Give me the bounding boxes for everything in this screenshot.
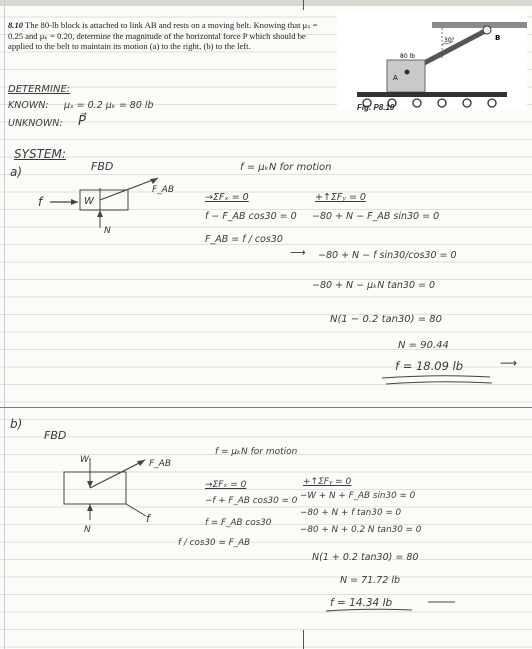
a-n-result: N = 90.44 — [398, 340, 449, 351]
b-eq-y4: N(1 + 0.2 tan30) = 80 — [312, 552, 419, 563]
b-eq-x2: f = F_AB cos30 — [205, 518, 272, 528]
a-arrow-step: ⟶ — [290, 246, 306, 259]
fbd-b-label: FBD — [44, 429, 67, 442]
fbd-b-n: N — [84, 525, 91, 535]
a-sum-fx: →ΣFₓ = 0 — [205, 192, 249, 203]
angle-label: 30° — [444, 37, 455, 44]
figure-p8-10 — [337, 10, 527, 110]
ceiling-support — [432, 22, 527, 28]
margin-line — [4, 0, 5, 649]
a-eq-x: f − F_AB cos30 = 0 — [205, 211, 297, 222]
b-result-underline — [320, 590, 470, 614]
top-guide-line — [303, 0, 304, 10]
bottom-guide-line — [303, 630, 304, 649]
known-label: KNOWN: — [8, 100, 49, 111]
a-sum-fy: +↑ΣFᵧ = 0 — [315, 192, 366, 203]
figure-caption: Fig. P8.10 — [357, 103, 395, 112]
pin-a — [405, 70, 410, 75]
problem-number: 8.10 — [8, 20, 24, 30]
b-eq-y1: −W + N + F_AB sin30 = 0 — [300, 491, 416, 501]
b-fab-eq: f / cos30 = F_AB — [178, 538, 251, 548]
b-eq-x: −f + F_AB cos30 = 0 — [205, 496, 298, 506]
fbd-a-w: W — [84, 196, 94, 207]
fbd-b — [50, 448, 180, 538]
a-eq-y4: N(1 − 0.2 tan30) = 80 — [330, 314, 443, 325]
b-sum-fx: →ΣFₓ = 0 — [205, 480, 247, 490]
b-eq-y2: −80 + N + f tan30 = 0 — [300, 508, 402, 518]
fbd-a-fab: F_AB — [152, 185, 175, 195]
a-direction-arrow: ⟶ — [500, 356, 518, 370]
problem-statement — [8, 20, 333, 52]
fbd-b-w: W — [80, 455, 89, 465]
known-values: μₛ = 0.2 μₖ = 80 lb — [64, 100, 154, 111]
b-n-result: N = 71.72 lb — [340, 575, 400, 586]
system-heading: SYSTEM: — [14, 147, 66, 161]
pin-b — [483, 26, 491, 34]
a-eq-y2: −80 + N − f sin30/cos30 = 0 — [318, 250, 457, 261]
weight-label: 80 lb — [400, 53, 416, 60]
fbd-a-n: N — [104, 226, 111, 236]
a-friction-rule: f = μₖN for motion — [240, 162, 332, 173]
b-sum-fy: +↑ΣFᵧ = 0 — [303, 477, 352, 487]
part-a-label: a) — [10, 165, 23, 179]
b-f-result: f = 14.34 lb — [330, 597, 393, 609]
b-eq-y3: −80 + N + 0.2 N tan30 = 0 — [300, 525, 422, 535]
unknown-label: UNKNOWN: — [8, 118, 63, 129]
point-a-label: A — [393, 74, 398, 82]
a-fab-eq: F_AB = f / cos30 — [205, 234, 283, 245]
fbd-a-label: FBD — [91, 160, 114, 173]
determine-heading: DETERMINE: — [8, 84, 71, 95]
part-b-label: b) — [10, 417, 23, 431]
fbd-a-f: f — [38, 195, 43, 209]
a-eq-y1: −80 + N − F_AB sin30 = 0 — [312, 211, 440, 222]
fbd-b-f: f — [146, 512, 150, 525]
a-result-underline — [380, 372, 530, 388]
belt — [357, 92, 507, 97]
a-f-result: f = 18.09 lb — [395, 359, 464, 373]
a-eq-y3: −80 + N − μₖN tan30 = 0 — [312, 280, 436, 291]
fbd-a — [30, 170, 200, 260]
section-separator — [0, 407, 532, 408]
b-friction-rule: f = μₖN for motion — [215, 447, 298, 457]
unknown-value: P⃗ — [78, 114, 86, 129]
problem-text: The 80-lb block is attached to link AB and rests on a moving belt. Knowing that μₛ = 0.25 and μₖ = 0.20, determine the magnitude of the horizontal force P which should be applied to the belt to maintain its motion (a) to the right, (b) to the left. — [8, 20, 318, 52]
top-border — [0, 0, 532, 6]
point-b-label: B — [495, 34, 501, 42]
fbd-b-fab: F_AB — [149, 459, 172, 469]
